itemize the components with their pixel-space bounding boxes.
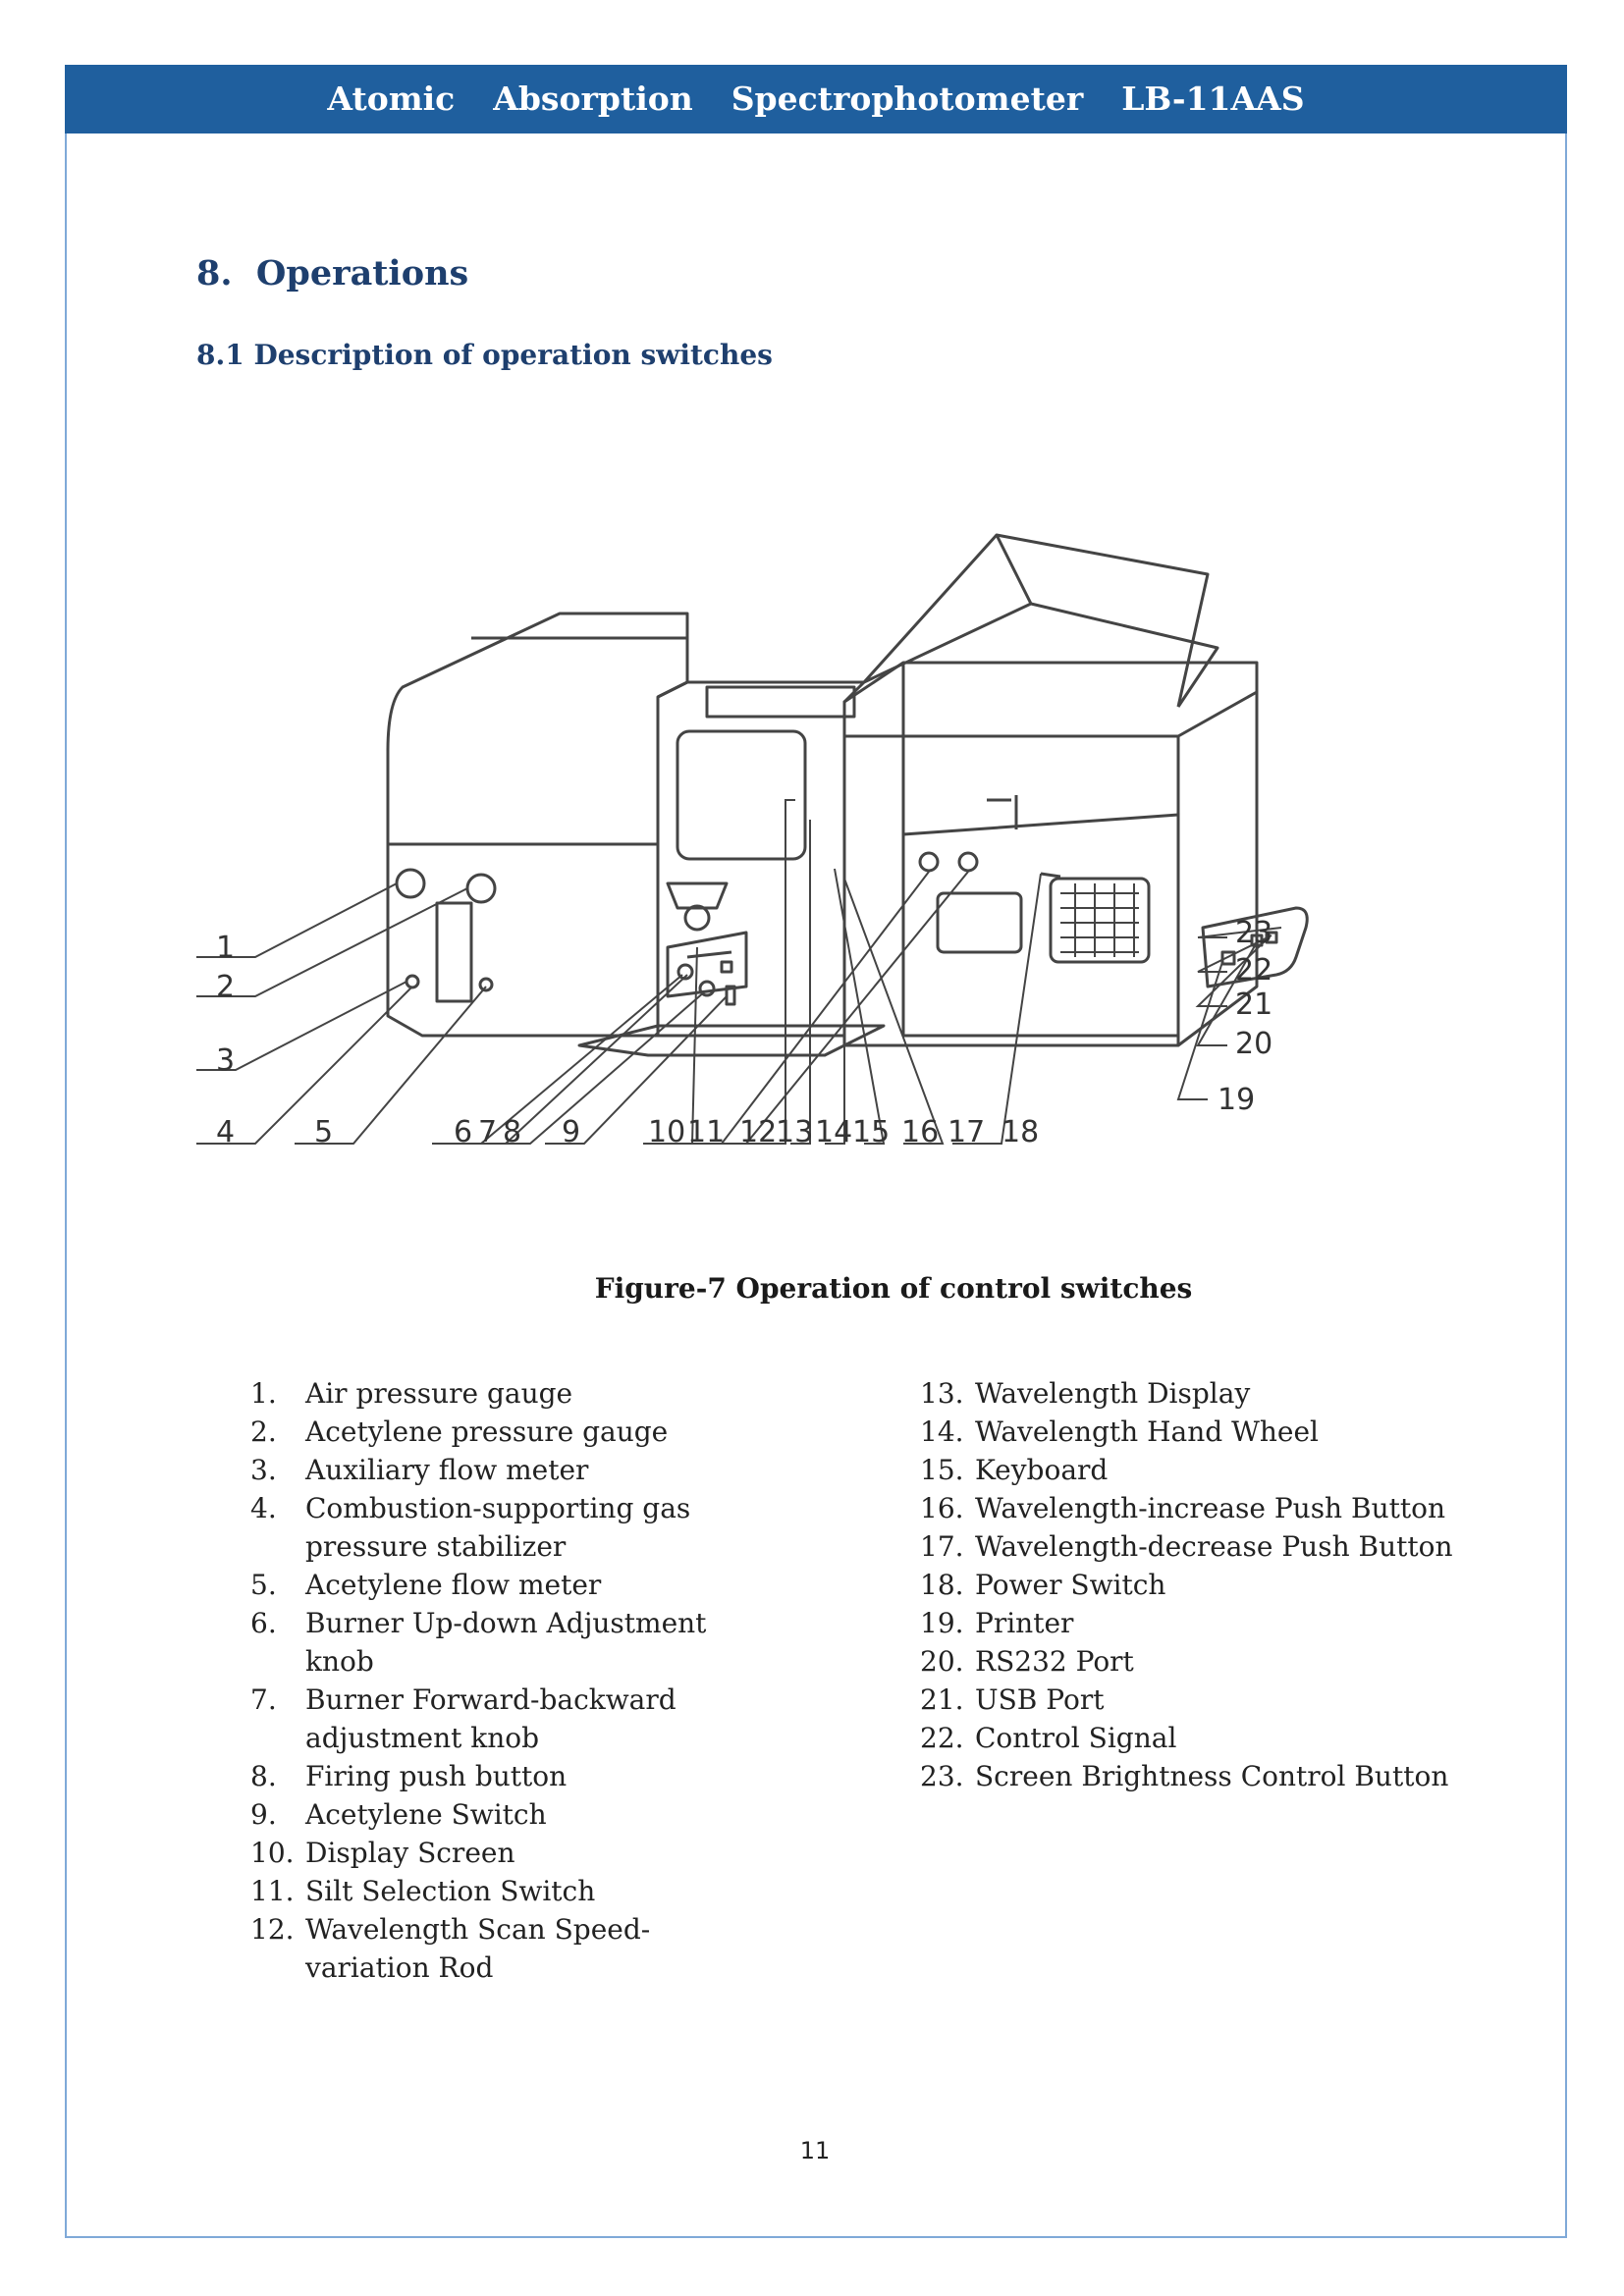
callout-label: 1 (216, 931, 236, 965)
legend-item (250, 1834, 771, 1872)
legend-text: Auxiliary flow meter (305, 1454, 589, 1486)
callout-label: 15 (852, 1115, 891, 1149)
legend-text: USB Port (975, 1683, 1105, 1716)
legend-text: Control Signal (975, 1722, 1177, 1754)
instrument-figure (196, 437, 1375, 1222)
legend-text: Screen Brightness Control Button (975, 1760, 1449, 1792)
callout-label: 18 (1001, 1115, 1040, 1149)
legend-item (250, 1489, 771, 1566)
legend-number: 15. (920, 1454, 964, 1486)
legend-item (920, 1489, 1470, 1527)
legend-text: Printer (975, 1607, 1074, 1639)
callout-label: 9 (562, 1115, 581, 1149)
legend-number: 12. (250, 1913, 295, 1946)
section-title: 8. Operations (196, 253, 469, 294)
legend-item (250, 1604, 771, 1681)
legend-number: 5. (250, 1569, 277, 1601)
callout-label: 2 (216, 970, 236, 1004)
legend-text: Power Switch (975, 1569, 1166, 1601)
callout-label: 7 (478, 1115, 498, 1149)
legend-list-left (250, 1374, 771, 1987)
callout-label: 23 (1235, 916, 1273, 950)
subsection-title: 8.1 Description of operation switches (196, 339, 773, 371)
legend-text: Acetylene Switch (305, 1798, 547, 1831)
callout-label: 13 (776, 1115, 814, 1149)
legend-text: Wavelength-decrease Push Button (975, 1530, 1453, 1563)
legend-text: Wavelength Hand Wheel (975, 1415, 1319, 1448)
legend-item (250, 1681, 771, 1757)
instrument-line-drawing (196, 437, 1375, 1222)
legend-item (250, 1413, 771, 1451)
legend-item (250, 1910, 771, 1987)
callout-label: 21 (1235, 988, 1273, 1022)
legend-text: RS232 Port (975, 1645, 1134, 1678)
legend-item (920, 1681, 1470, 1719)
legend-number: 23. (920, 1760, 964, 1792)
legend-item (920, 1451, 1470, 1489)
legend-number: 14. (920, 1415, 964, 1448)
legend-item (920, 1566, 1470, 1604)
legend-number: 13. (920, 1377, 964, 1410)
legend-item (250, 1795, 771, 1834)
legend-number: 8. (250, 1760, 277, 1792)
callout-label: 4 (216, 1115, 236, 1149)
callout-label: 6 (454, 1115, 473, 1149)
legend-number: 11. (250, 1875, 295, 1907)
legend-number: 17. (920, 1530, 964, 1563)
legend-number: 4. (250, 1492, 277, 1524)
callout-label: 10 (648, 1115, 686, 1149)
callout-label: 16 (901, 1115, 940, 1149)
callout-label: 17 (947, 1115, 986, 1149)
legend-number: 2. (250, 1415, 277, 1448)
legend-text: Acetylene flow meter (305, 1569, 602, 1601)
legend-text: Air pressure gauge (305, 1377, 573, 1410)
legend-number: 21. (920, 1683, 964, 1716)
legend-number: 9. (250, 1798, 277, 1831)
document-header (65, 65, 1567, 133)
callout-label: 14 (815, 1115, 853, 1149)
legend-number: 19. (920, 1607, 964, 1639)
callout-label: 8 (503, 1115, 522, 1149)
legend-number: 18. (920, 1569, 964, 1601)
page-number: 11 (799, 2137, 831, 2164)
legend-text: Wavelength Display (975, 1377, 1251, 1410)
legend-text: Acetylene pressure gauge (305, 1415, 669, 1448)
header-title: Atomic Absorption Spectrophotometer LB-11AAS (327, 80, 1305, 118)
legend-item (920, 1374, 1470, 1413)
legend-number: 3. (250, 1454, 277, 1486)
legend-item (250, 1451, 771, 1489)
legend-item (250, 1566, 771, 1604)
legend-text: Combustion-supporting gas pressure stabilizer (305, 1492, 691, 1563)
legend-item (920, 1413, 1470, 1451)
legend-text: Firing push button (305, 1760, 568, 1792)
legend-list-right (920, 1374, 1470, 1795)
legend-item (250, 1374, 771, 1413)
legend-text: Keyboard (975, 1454, 1109, 1486)
callout-label: 5 (314, 1115, 334, 1149)
legend-number: 7. (250, 1683, 277, 1716)
legend-text: Wavelength Scan Speed-variation Rod (305, 1913, 651, 1984)
callout-label: 22 (1235, 953, 1273, 988)
callout-label: 3 (216, 1043, 236, 1078)
callout-label: 19 (1218, 1083, 1256, 1117)
legend-number: 20. (920, 1645, 964, 1678)
legend-number: 1. (250, 1377, 277, 1410)
legend-item (920, 1604, 1470, 1642)
legend-text: Silt Selection Switch (305, 1875, 596, 1907)
legend-item (920, 1757, 1470, 1795)
legend-number: 10. (250, 1837, 295, 1869)
legend-number: 6. (250, 1607, 277, 1639)
legend-item (920, 1719, 1470, 1757)
legend-number: 16. (920, 1492, 964, 1524)
figure-caption: Figure-7 Operation of control switches (594, 1272, 1193, 1305)
legend-number: 22. (920, 1722, 964, 1754)
legend-item (250, 1872, 771, 1910)
legend-text: Burner Forward-backward adjustment knob (305, 1683, 677, 1754)
legend-item (920, 1527, 1470, 1566)
callout-label: 20 (1235, 1027, 1273, 1061)
legend-item (250, 1757, 771, 1795)
legend-item (920, 1642, 1470, 1681)
legend-text: Wavelength-increase Push Button (975, 1492, 1445, 1524)
legend-text: Display Screen (305, 1837, 515, 1869)
callout-label: 12 (739, 1115, 778, 1149)
callout-label: 11 (687, 1115, 726, 1149)
legend-text: Burner Up-down Adjustment knob (305, 1607, 707, 1678)
